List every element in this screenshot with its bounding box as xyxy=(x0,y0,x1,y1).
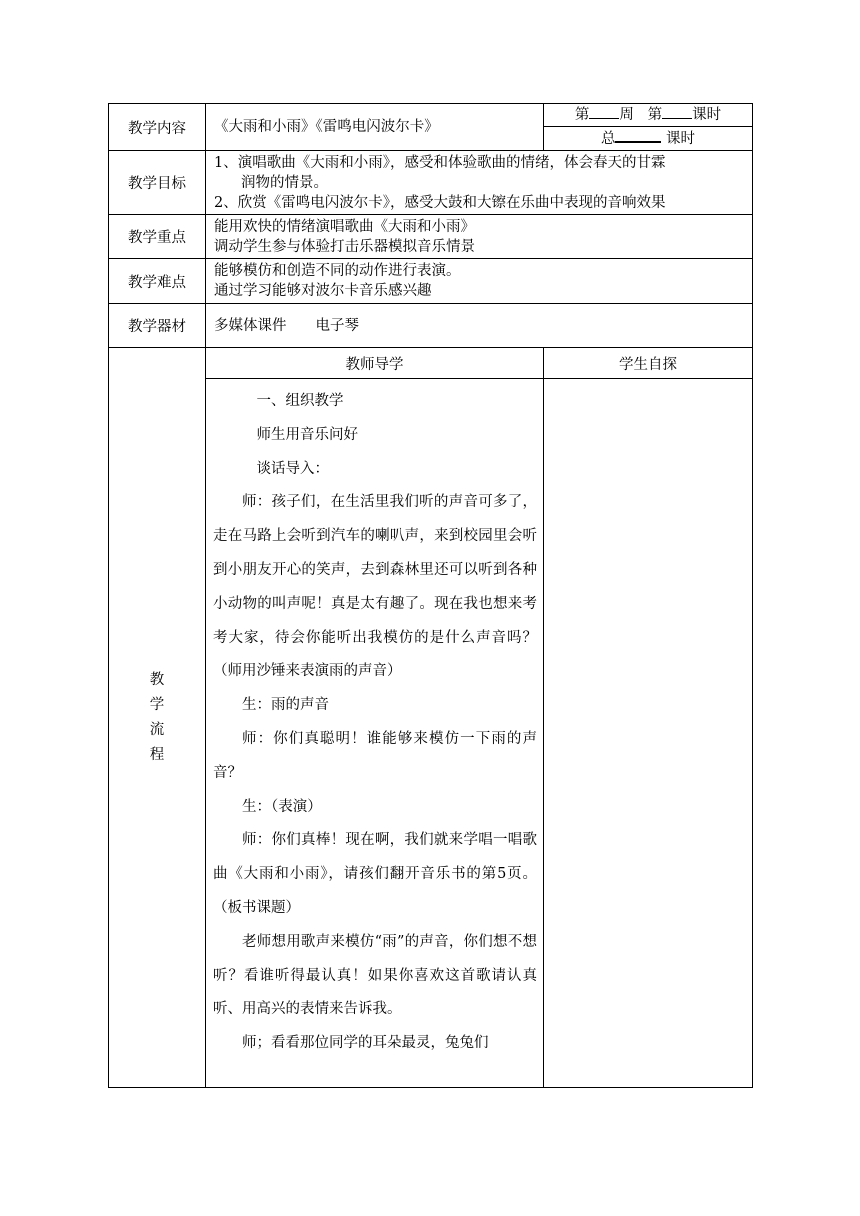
teacher-guide-content xyxy=(206,379,544,1088)
process-label-char: 学 xyxy=(149,696,165,713)
difficulty-line-2: 通过学习能够对波尔卡音乐感兴趣 xyxy=(214,283,432,299)
total-unit: 课时 xyxy=(666,131,696,147)
difficulty-line-1: 能够模仿和创造不同的动作进行表演。 xyxy=(214,263,461,279)
goal-line-1b: 润物的情景。 xyxy=(241,174,328,191)
flow-paragraph: 师：你们真聪明！谁能够来模仿一下雨的声音？ xyxy=(213,730,537,781)
flow-paragraph: 师生用音乐问好 xyxy=(256,426,358,443)
student-explore-content xyxy=(544,379,753,1088)
total-prefix: 总 xyxy=(600,131,616,147)
teacher-header: 教师导学 xyxy=(206,348,544,379)
goal-line-1: 1、演唱歌曲《大雨和小雨》，感受和体验歌曲的情绪，体会春天的甘霖 xyxy=(214,154,666,171)
lesson-prefix: 第 xyxy=(647,107,663,123)
keypoints-label: 教学重点 xyxy=(109,215,206,259)
flow-paragraph: 师：孩子们，在生活里我们听的声音可多了，走在马路上会听到汽车的喇叭声，来到校园里会听到小朋友开心的笑声，去到森林里还可以听到各种小动物的叫声呢！真是太有趣了。现在我也想来考考大家，待会你能听出我模仿的是什么声音吗？（师用沙锤来表演雨的声音） xyxy=(213,494,537,680)
flow-paragraph: 生：雨的声音 xyxy=(242,697,329,714)
keypoint-line-2: 调动学生参与体验打击乐器模拟音乐情景 xyxy=(214,238,475,255)
flow-paragraph: 生：（表演） xyxy=(242,798,322,815)
process-label xyxy=(109,348,206,1088)
week-prefix: 第 xyxy=(574,107,590,123)
lesson-plan-table xyxy=(108,103,753,1088)
content-value: 《大雨和小雨》《雷鸣电闪波尔卡》 xyxy=(206,104,544,151)
lesson-blank xyxy=(662,104,692,119)
keypoint-line-1: 能用欢快的情绪演唱歌曲《大雨和小雨》 xyxy=(214,218,475,235)
flow-paragraph: 师：你们真棒！现在啊，我们就来学唱一唱歌曲《大雨和小雨》，请孩们翻开音乐书的第5页。（板书课题） xyxy=(213,832,537,916)
difficulties-label: 教学难点 xyxy=(109,259,206,304)
week-lesson-cell xyxy=(544,104,753,127)
goals-value xyxy=(206,151,753,215)
keypoints-value xyxy=(206,215,753,259)
flow-paragraph: 师；看看那位同学的耳朵最灵，兔兔们 xyxy=(242,1035,489,1052)
process-label-char: 流 xyxy=(149,721,165,738)
total-lesson-cell xyxy=(544,127,753,151)
week-unit: 周 xyxy=(619,107,634,123)
process-label-char: 程 xyxy=(149,746,165,763)
student-header: 学生自探 xyxy=(544,348,753,379)
process-label-char: 教 xyxy=(149,671,165,688)
goal-line-2: 2、欣赏《雷鸣电闪波尔卡》，感受大鼓和大镲在乐曲中表现的音响效果 xyxy=(214,194,666,211)
flow-paragraph: 谈话导入： xyxy=(256,460,329,477)
flow-paragraph: 老师想用歌声来模仿“雨”的声音，你们想不想听？看谁听得最认真！如果你喜欢这首歌请认真听、用高兴的表情来告诉我。 xyxy=(213,933,537,1018)
week-blank xyxy=(589,104,619,119)
difficulties-value xyxy=(206,259,753,304)
lesson-unit: 课时 xyxy=(692,107,722,123)
flow-paragraph: 一、组织教学 xyxy=(256,393,344,409)
goals-label: 教学目标 xyxy=(109,151,206,215)
content-label: 教学内容 xyxy=(109,104,206,151)
equipment-label: 教学器材 xyxy=(109,304,206,348)
total-blank xyxy=(615,127,661,143)
equipment-value: 多媒体课件 电子琴 xyxy=(206,304,753,348)
